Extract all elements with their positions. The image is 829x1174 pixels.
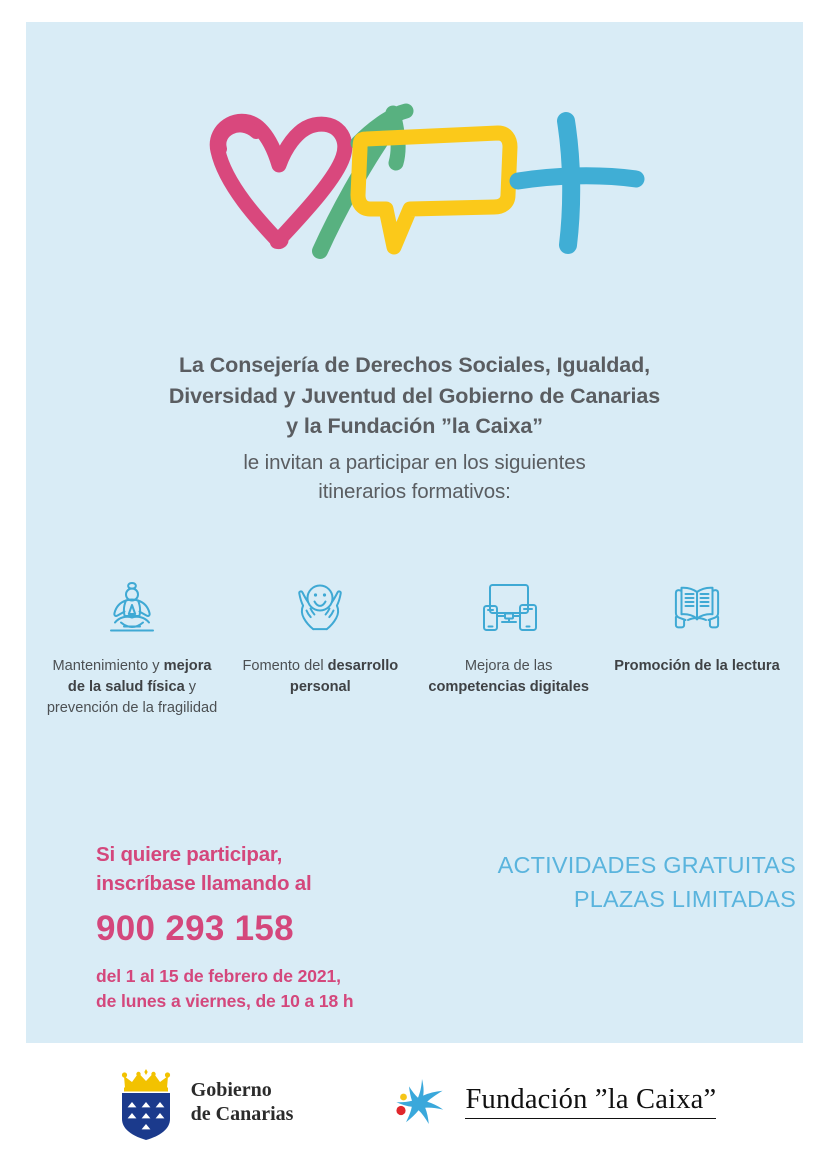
itinerary-item-personal	[226, 578, 414, 698]
headline-regular-line-2: itinerarios formativos:	[318, 479, 511, 503]
caption-part-bold: Promoción de la lectura	[614, 658, 780, 674]
itineraries-row	[38, 578, 791, 719]
gobierno-de-canarias-wordmark	[191, 1079, 294, 1125]
headline-block	[26, 350, 803, 506]
headline-bold-line-2: Diversidad y Juventud del Gobierno de Canarias	[168, 383, 661, 408]
plus-icon	[518, 121, 636, 245]
la-caixa-underline	[465, 1118, 716, 1120]
caption-part-bold: de la salud física	[67, 679, 185, 696]
contact-block	[96, 840, 476, 1014]
itinerary-caption-reading	[610, 656, 783, 677]
footer-logos	[0, 1055, 829, 1150]
caption-part: Fomento del	[242, 658, 328, 674]
caption-part: Mejora de las	[464, 658, 553, 674]
caption-part: Mantenimiento y	[52, 658, 164, 674]
phone-number[interactable]: 900 293 158	[96, 909, 294, 949]
itinerary-caption-health	[38, 656, 226, 719]
itinerary-item-digital	[415, 578, 603, 698]
brand-strokes-svg	[180, 99, 650, 279]
caption-part-bold: competencias digitales	[428, 679, 589, 696]
headline-bold-line-1: La Consejería de Derechos Sociales, Igualdad,	[178, 353, 651, 377]
hands-holding-book-icon	[666, 578, 728, 640]
caption-part-bold: desarrollo personal	[289, 658, 399, 696]
free-activities-line-2: PLAZAS LIMITADAS	[573, 886, 796, 913]
meditation-person-icon	[101, 578, 163, 640]
brand-strokes-logo	[26, 94, 803, 284]
poster-panel	[26, 22, 803, 1043]
headline-regular-line-1: le invitan a participar en los siguientes	[243, 450, 586, 474]
itinerary-caption-digital	[415, 656, 603, 698]
fundacion-la-caixa-logo	[389, 1072, 716, 1134]
itinerary-item-reading	[603, 578, 791, 677]
headline-bold-line-3: y la Fundación ”la Caixa”	[286, 414, 543, 439]
miro-star-icon	[389, 1072, 451, 1134]
digital-devices-icon	[478, 578, 540, 640]
caption-part: y prevención de la fragilidad	[46, 679, 218, 717]
contact-dates	[96, 964, 476, 1014]
contact-line-2: inscríbase llamando al	[96, 872, 312, 896]
gobierno-line-2: de Canarias	[190, 1102, 294, 1125]
gobierno-line-1: Gobierno	[190, 1079, 272, 1102]
free-activities-block	[456, 848, 796, 916]
hands-holding-smiley-icon	[289, 578, 351, 640]
contact-date-line-2: de lunes a viernes, de 10 a 18 h	[96, 991, 354, 1012]
gobierno-de-canarias-logo	[113, 1066, 294, 1140]
la-caixa-wordmark	[465, 1083, 717, 1120]
contact-date-line-1: del 1 al 15 de febrero de 2021,	[96, 966, 341, 987]
contact-line-1: Si quiere participar,	[96, 843, 283, 866]
la-caixa-text: Fundación ”la Caixa”	[465, 1083, 717, 1115]
free-activities-line-1: ACTIVIDADES GRATUITAS	[497, 852, 796, 878]
itinerary-caption-personal	[226, 656, 414, 698]
canarias-shield-icon	[113, 1066, 179, 1140]
itinerary-item-health	[38, 578, 226, 719]
caption-part-bold: mejora	[163, 658, 212, 674]
